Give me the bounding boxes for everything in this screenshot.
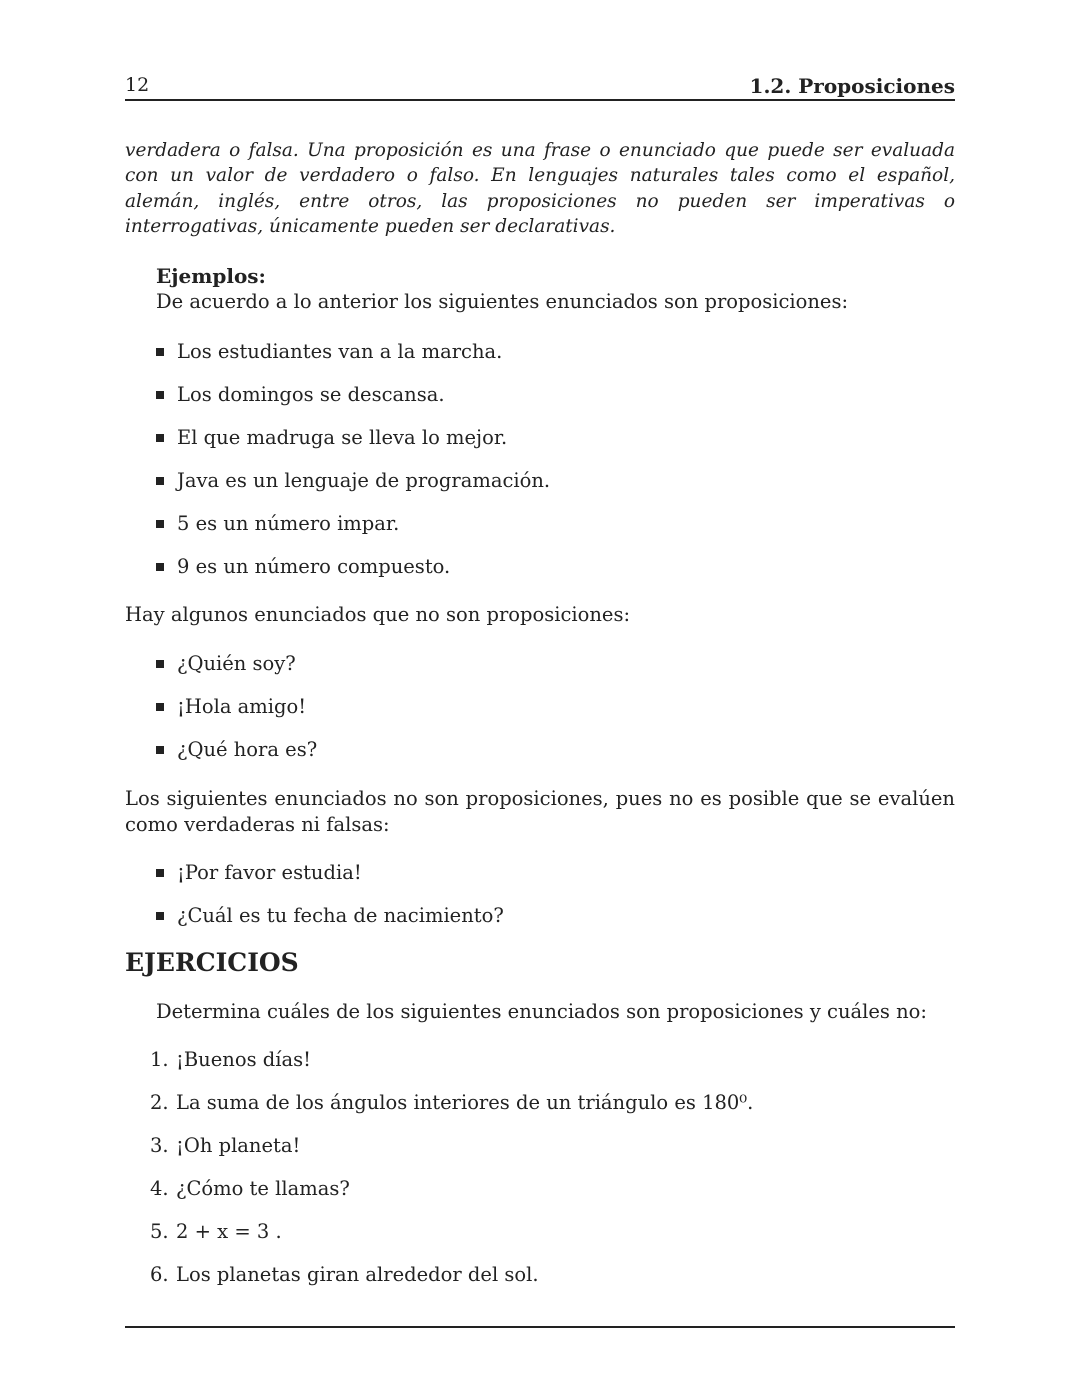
exercise-number: 6. bbox=[150, 1263, 169, 1286]
list-item-text: Los domingos se descansa. bbox=[177, 383, 445, 406]
footer-rule bbox=[125, 1326, 955, 1328]
bullet-icon bbox=[156, 520, 164, 528]
exercise-text: ¡Oh planeta! bbox=[176, 1134, 301, 1157]
list-item-text: ¡Hola amigo! bbox=[177, 695, 307, 718]
list-item-text: ¿Quién soy? bbox=[177, 652, 296, 675]
exercise-number: 4. bbox=[150, 1177, 169, 1200]
exercise-text: Los planetas giran alrededor del sol. bbox=[176, 1263, 539, 1286]
list-item-text: Java es un lenguaje de programación. bbox=[177, 469, 551, 492]
page-number: 12 bbox=[125, 74, 150, 96]
list-item-text: 9 es un número compuesto. bbox=[177, 555, 451, 578]
exercise-number: 2. bbox=[150, 1091, 169, 1114]
exercises-heading: EJERCICIOS bbox=[125, 948, 299, 977]
list-item-text: El que madruga se lleva lo mejor. bbox=[177, 426, 508, 449]
bullet-icon bbox=[156, 563, 164, 571]
bullet-icon bbox=[156, 434, 164, 442]
bullet-icon bbox=[156, 912, 164, 920]
exercise-text: La suma de los ángulos interiores de un triángulo es 180⁰. bbox=[176, 1091, 754, 1114]
page-header bbox=[125, 72, 955, 100]
list-item-text: ¿Qué hora es? bbox=[177, 738, 318, 761]
exercises-intro: Determina cuáles de los siguientes enunciados son proposiciones y cuáles no: bbox=[156, 1000, 927, 1023]
exercise-number: 5. bbox=[150, 1220, 169, 1243]
exercise-text: ¿Cómo te llamas? bbox=[176, 1177, 350, 1200]
examples-intro: De acuerdo a lo anterior los siguientes enunciados son proposiciones: bbox=[156, 290, 849, 313]
header-rule bbox=[125, 99, 955, 101]
bullet-icon bbox=[156, 391, 164, 399]
non-evaluable-intro: Los siguientes enunciados no son proposiciones, pues no es posible que se evalúen como verdaderas ni falsas: bbox=[125, 787, 955, 836]
bullet-icon bbox=[156, 660, 164, 668]
list-item-text: ¡Por favor estudia! bbox=[177, 861, 362, 884]
exercise-text: 2 + x = 3 . bbox=[176, 1220, 282, 1243]
bullet-icon bbox=[156, 477, 164, 485]
bullet-icon bbox=[156, 348, 164, 356]
exercise-number: 3. bbox=[150, 1134, 169, 1157]
list-item-text: ¿Cuál es tu fecha de nacimiento? bbox=[177, 904, 504, 927]
non-propositions-intro: Hay algunos enunciados que no son proposiciones: bbox=[125, 603, 631, 626]
examples-heading: Ejemplos: bbox=[156, 264, 266, 288]
bullet-icon bbox=[156, 703, 164, 711]
bullet-icon bbox=[156, 746, 164, 754]
intro-paragraph: verdadera o falsa. Una proposición es una frase o enunciado que puede ser evaluada con un valor de verdadero o falso. En lenguajes naturales tales como el español, alemán, inglés, entre otros, las proposiciones no pueden ser imperativas o interrogativas, únicamente pueden ser declarativas. bbox=[125, 140, 955, 237]
exercise-number: 1. bbox=[150, 1048, 169, 1071]
exercise-text: ¡Buenos días! bbox=[176, 1048, 311, 1071]
section-title: 1.2. Proposiciones bbox=[749, 74, 955, 98]
list-item-text: 5 es un número impar. bbox=[177, 512, 400, 535]
list-item-text: Los estudiantes van a la marcha. bbox=[177, 340, 503, 363]
bullet-icon bbox=[156, 869, 164, 877]
